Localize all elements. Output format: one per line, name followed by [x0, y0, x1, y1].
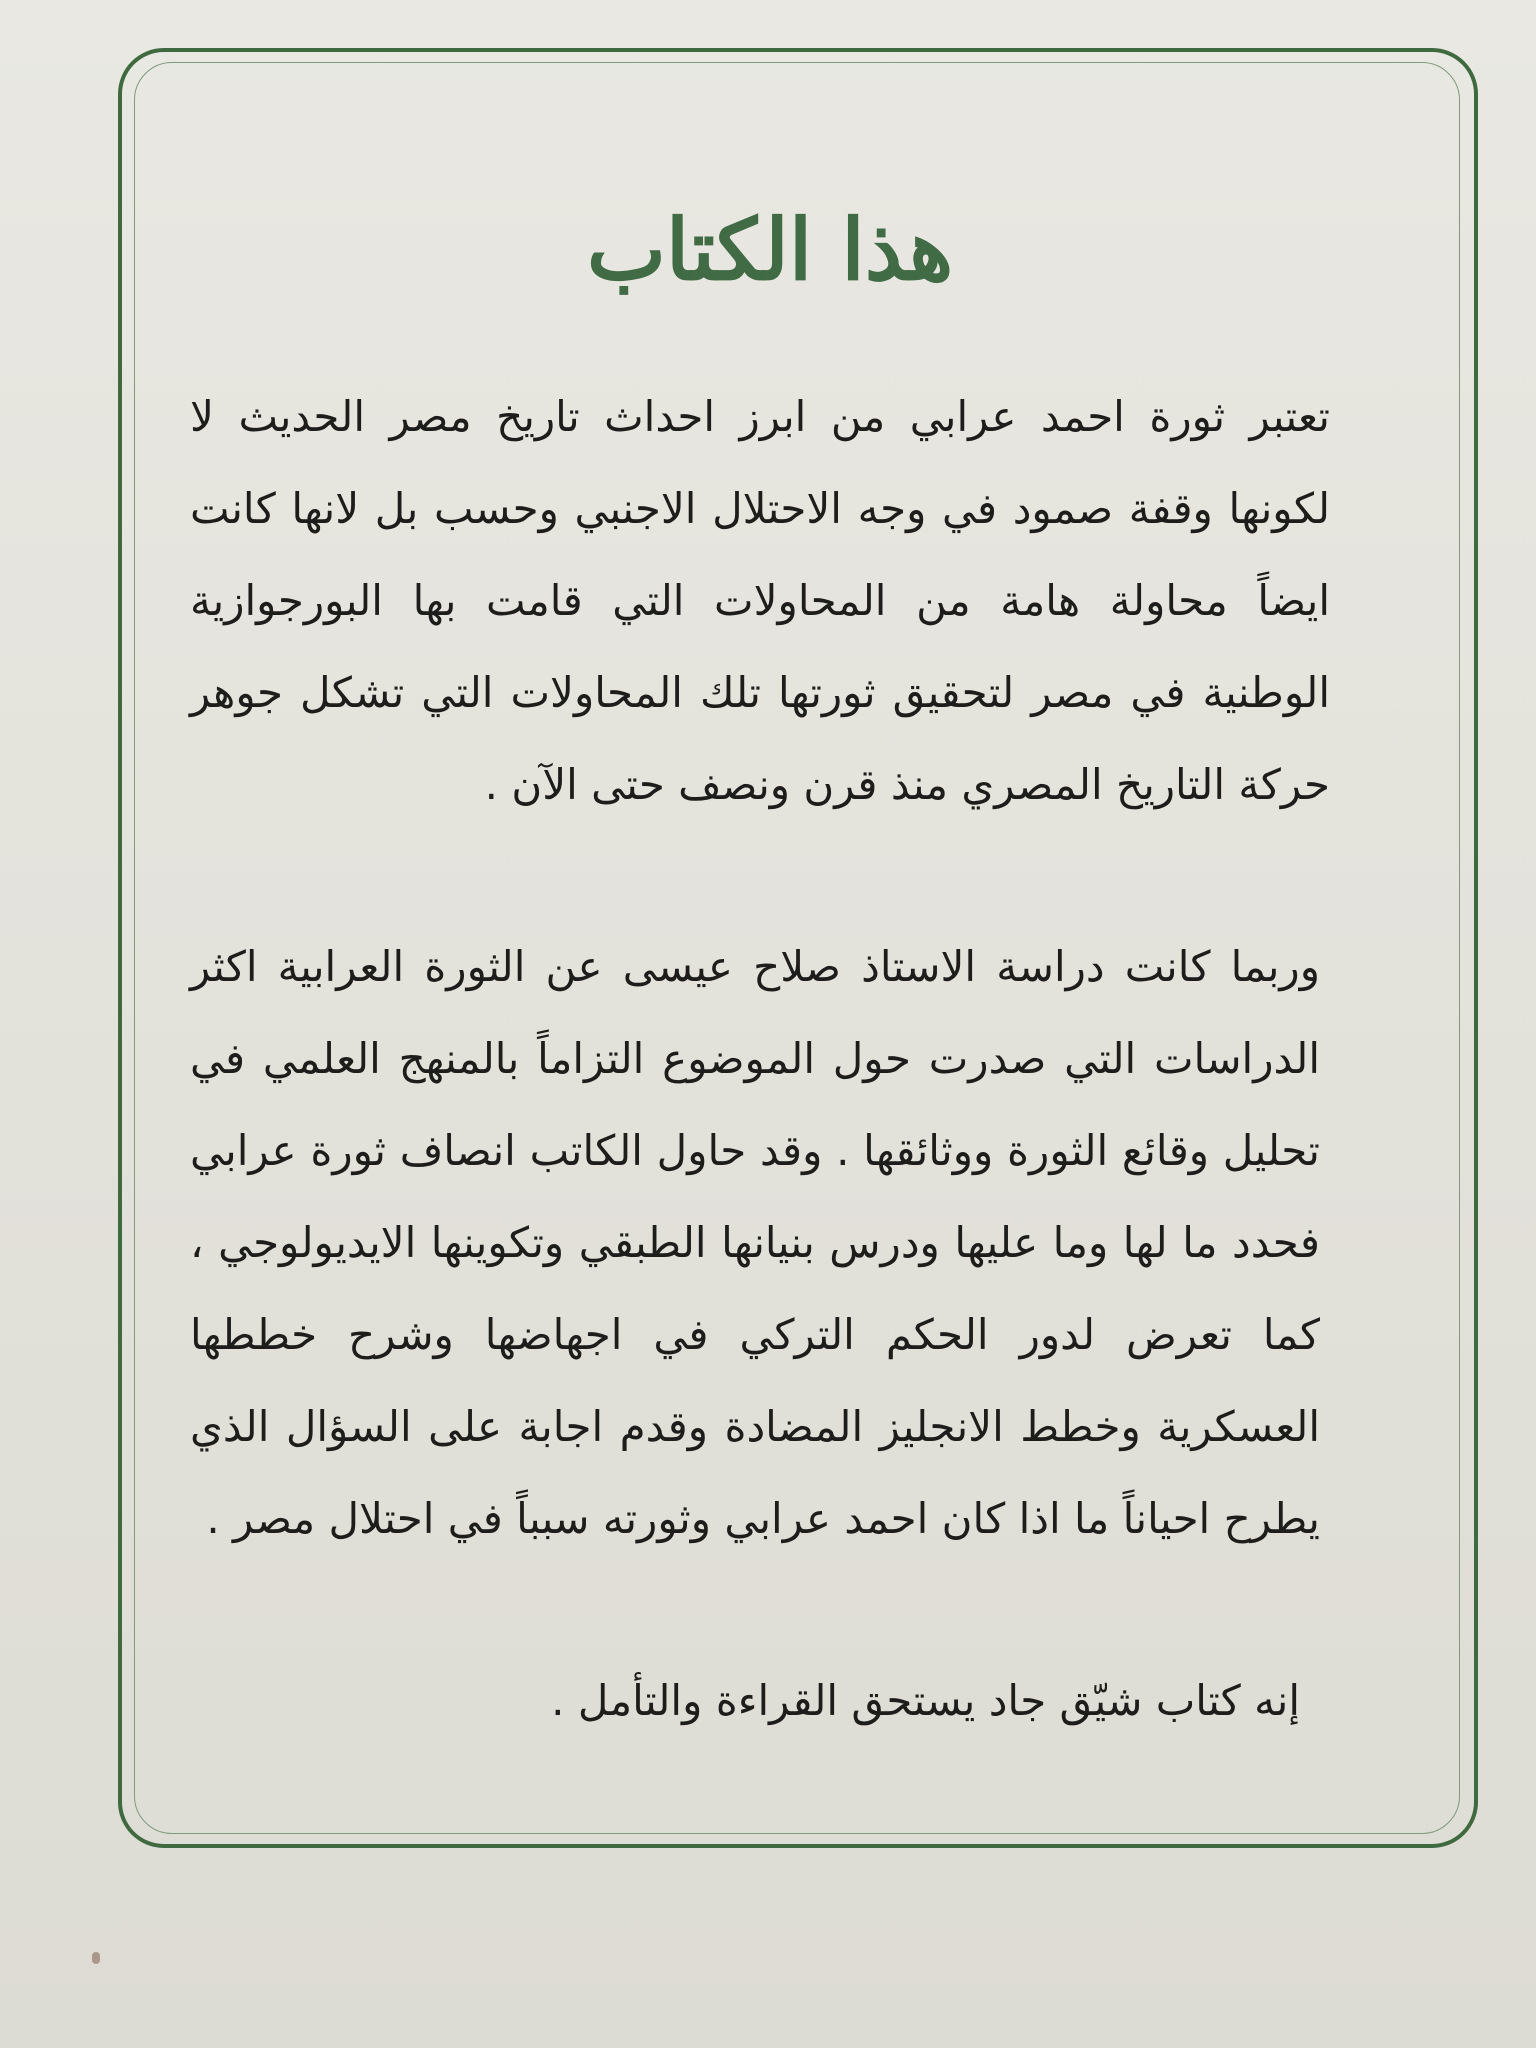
book-blurb: [180, 180, 1360, 1740]
paragraph-study: وربما كانت دراسة الاستاذ صلاح عيسى عن الثورة العرابية اكثر الدراسات التي صدرت حول الموضوع التزاماً بالمنهج العلمي في تحليل وقائع الثورة ووثائقها . وقد حاول الكاتب انصاف ثورة عرابي فحدد ما لها وما عليها ودرس بنيانها الطبقي وتكوينها الايديولوجي ، كما تعرض لدور الحكم التركي في اجهاضها وشرح خططها العسكرية وخطط الانجليز المضادة وقدم اجابة على السؤال الذي يطرح احياناً ما اذا كان احمد عرابي وثورته سبباً في احتلال مصر .: [190, 941, 1320, 1543]
page-title: هذا الكتاب: [586, 200, 954, 299]
paper-stain: [92, 1952, 100, 1964]
paragraph-intro: تعتبر ثورة احمد عرابي من ابرز احداث تاريخ مصر الحديث لا لكونها وقفة صمود في وجه الاحتلال الاجنبي وحسب بل لانها كانت ايضاً محاولة هامة من المحاولات التي قامت بها البورجوازية الوطنية في مصر لتحقيق ثورتها تلك المحاولات التي تشكل جوهر حركة التاريخ المصري منذ قرن ونصف حتى الآن .: [190, 391, 1330, 809]
paragraph-closing: إنه كتاب شيّق جاد يستحق القراءة والتأمل .: [551, 1675, 1300, 1725]
